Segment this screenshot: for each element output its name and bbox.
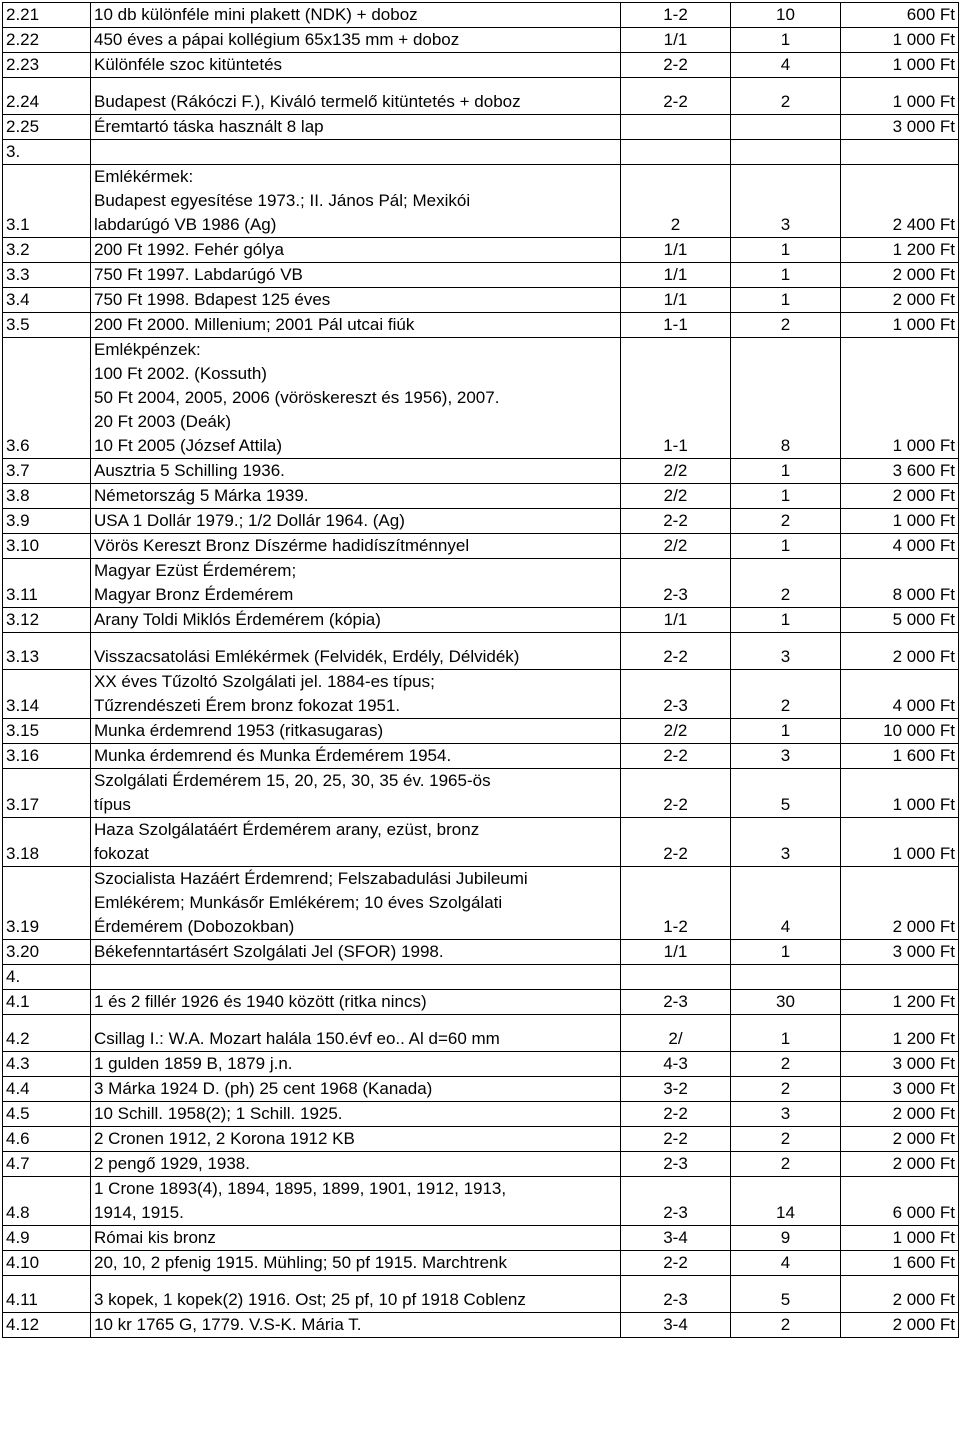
- item-quantity: 1: [731, 608, 841, 633]
- item-grade: 1/1: [621, 263, 731, 288]
- description-line: [94, 965, 617, 989]
- item-price: [841, 140, 959, 165]
- item-description: [91, 769, 621, 818]
- item-grade: 2-2: [621, 633, 731, 670]
- item-quantity: 3: [731, 818, 841, 867]
- item-number: 4.7: [3, 1152, 91, 1177]
- item-price: 4 000 Ft: [841, 670, 959, 719]
- item-price: 4 000 Ft: [841, 534, 959, 559]
- item-quantity: 1: [731, 534, 841, 559]
- item-price: 600 Ft: [841, 3, 959, 28]
- item-number: 3.12: [3, 608, 91, 633]
- item-price: 2 000 Ft: [841, 1313, 959, 1338]
- table-row: [3, 238, 959, 263]
- item-price: 2 000 Ft: [841, 1152, 959, 1177]
- item-grade: 2-2: [621, 818, 731, 867]
- item-quantity: 2: [731, 509, 841, 534]
- catalog-table: [2, 2, 959, 1338]
- item-price: 1 200 Ft: [841, 238, 959, 263]
- description-line: Magyar Ezüst Érdemérem;: [94, 561, 297, 580]
- table-row: [3, 940, 959, 965]
- table-row: [3, 1226, 959, 1251]
- table-row: [3, 3, 959, 28]
- description-line: USA 1 Dollár 1979.; 1/2 Dollár 1964. (Ag): [94, 511, 405, 530]
- item-price: 2 000 Ft: [841, 867, 959, 940]
- item-description: [91, 1015, 621, 1052]
- item-description: [91, 3, 621, 28]
- item-quantity: 4: [731, 53, 841, 78]
- item-description: [91, 1313, 621, 1338]
- item-grade: 2-3: [621, 1152, 731, 1177]
- item-number: 3.11: [3, 559, 91, 608]
- description-line: Munka érdemrend 1953 (ritkasugaras): [94, 721, 384, 740]
- item-price: 1 200 Ft: [841, 1015, 959, 1052]
- item-grade: 1-1: [621, 313, 731, 338]
- item-description: [91, 633, 621, 670]
- description-line: típus: [94, 795, 131, 814]
- item-number: 2.21: [3, 3, 91, 28]
- description-line: 10 Ft 2005 (József Attila): [94, 436, 283, 455]
- item-quantity: 1: [731, 1015, 841, 1052]
- table-row: [3, 338, 959, 459]
- item-number: 3.6: [3, 338, 91, 459]
- item-number: 2.25: [3, 115, 91, 140]
- item-quantity: 2: [731, 670, 841, 719]
- description-line: Békefenntartásért Szolgálati Jel (SFOR) 1998.: [94, 942, 444, 961]
- item-price: 2 000 Ft: [841, 1102, 959, 1127]
- item-description: [91, 867, 621, 940]
- item-number: 4.9: [3, 1226, 91, 1251]
- description-line: Éremtartó táska használt 8 lap: [94, 117, 324, 136]
- table-row: [3, 719, 959, 744]
- item-quantity: 2: [731, 1152, 841, 1177]
- item-price: 2 000 Ft: [841, 484, 959, 509]
- item-number: 3.8: [3, 484, 91, 509]
- item-number: 4.3: [3, 1052, 91, 1077]
- item-number: 4.: [3, 965, 91, 990]
- table-row: [3, 484, 959, 509]
- item-number: 3.18: [3, 818, 91, 867]
- item-description: [91, 338, 621, 459]
- table-row: [3, 1313, 959, 1338]
- item-grade: 2-3: [621, 670, 731, 719]
- table-row: [3, 534, 959, 559]
- item-price: 1 600 Ft: [841, 744, 959, 769]
- item-description: [91, 140, 621, 165]
- item-price: 8 000 Ft: [841, 559, 959, 608]
- item-grade: 1/1: [621, 608, 731, 633]
- table-row: [3, 818, 959, 867]
- item-grade: 2/2: [621, 534, 731, 559]
- item-description: [91, 965, 621, 990]
- description-line: XX éves Tűzoltó Szolgálati jel. 1884-es típus;: [94, 672, 435, 691]
- table-row: [3, 1015, 959, 1052]
- item-grade: 2-2: [621, 744, 731, 769]
- description-line: Visszacsatolási Emlékérmek (Felvidék, Erdély, Délvidék): [94, 647, 520, 666]
- item-description: [91, 940, 621, 965]
- table-row: [3, 263, 959, 288]
- description-line: 750 Ft 1997. Labdarúgó VB: [94, 265, 303, 284]
- item-description: [91, 1152, 621, 1177]
- description-line: labdarúgó VB 1986 (Ag): [94, 215, 277, 234]
- item-description: [91, 459, 621, 484]
- item-description: [91, 1102, 621, 1127]
- item-description: [91, 744, 621, 769]
- item-quantity: 9: [731, 1226, 841, 1251]
- table-row: [3, 459, 959, 484]
- description-line: Magyar Bronz Érdemérem: [94, 585, 294, 604]
- item-number: 3.14: [3, 670, 91, 719]
- description-line: Budapest (Rákóczi F.), Kiváló termelő kitüntetés + doboz: [94, 92, 521, 111]
- item-quantity: 8: [731, 338, 841, 459]
- item-price: 1 000 Ft: [841, 818, 959, 867]
- description-line: 450 éves a pápai kollégium 65x135 mm + doboz: [94, 30, 460, 49]
- item-grade: 2/2: [621, 484, 731, 509]
- table-row: [3, 990, 959, 1015]
- description-line: 20, 10, 2 pfenig 1915. Mühling; 50 pf 1915. Marchtrenk: [94, 1253, 507, 1272]
- item-price: 1 000 Ft: [841, 1226, 959, 1251]
- item-price: 1 000 Ft: [841, 769, 959, 818]
- item-number: 3.16: [3, 744, 91, 769]
- table-row: [3, 313, 959, 338]
- item-grade: 2: [621, 165, 731, 238]
- item-quantity: 1: [731, 459, 841, 484]
- description-line: [94, 140, 617, 164]
- item-quantity: [731, 965, 841, 990]
- item-price: 1 200 Ft: [841, 990, 959, 1015]
- item-quantity: 3: [731, 1102, 841, 1127]
- description-line: Tűzrendészeti Érem bronz fokozat 1951.: [94, 696, 401, 715]
- item-quantity: 4: [731, 867, 841, 940]
- item-description: [91, 238, 621, 263]
- table-row: [3, 28, 959, 53]
- table-row: [3, 769, 959, 818]
- description-line: Haza Szolgálatáért Érdemérem arany, ezüst, bronz: [94, 820, 480, 839]
- item-price: 2 000 Ft: [841, 263, 959, 288]
- item-number: 4.2: [3, 1015, 91, 1052]
- item-price: 6 000 Ft: [841, 1177, 959, 1226]
- item-number: 3.1: [3, 165, 91, 238]
- item-grade: 2-2: [621, 53, 731, 78]
- item-price: 1 000 Ft: [841, 53, 959, 78]
- item-price: 1 600 Ft: [841, 1251, 959, 1276]
- description-line: 200 Ft 1992. Fehér gólya: [94, 240, 284, 259]
- item-number: 4.4: [3, 1077, 91, 1102]
- item-price: 1 000 Ft: [841, 313, 959, 338]
- item-number: 3.7: [3, 459, 91, 484]
- description-line: 2 pengő 1929, 1938.: [94, 1154, 250, 1173]
- description-line: 10 Schill. 1958(2); 1 Schill. 1925.: [94, 1104, 343, 1123]
- item-price: 2 400 Ft: [841, 165, 959, 238]
- item-grade: 1-2: [621, 3, 731, 28]
- item-description: [91, 1177, 621, 1226]
- table-row: [3, 115, 959, 140]
- description-line: Vörös Kereszt Bronz Díszérme hadidíszítménnyel: [94, 536, 470, 555]
- table-row: [3, 633, 959, 670]
- item-grade: 2-3: [621, 559, 731, 608]
- item-quantity: 4: [731, 1251, 841, 1276]
- item-grade: [621, 965, 731, 990]
- item-number: 4.6: [3, 1127, 91, 1152]
- item-price: 5 000 Ft: [841, 608, 959, 633]
- item-quantity: 1: [731, 238, 841, 263]
- item-price: 2 000 Ft: [841, 633, 959, 670]
- item-grade: 1/1: [621, 288, 731, 313]
- table-row: [3, 1276, 959, 1313]
- item-grade: 1/1: [621, 940, 731, 965]
- item-number: 3.9: [3, 509, 91, 534]
- item-grade: 3-2: [621, 1077, 731, 1102]
- description-line: Emlékérmek:: [94, 167, 194, 186]
- description-line: Emlékérem; Munkásőr Emlékérem; 10 éves Szolgálati: [94, 893, 503, 912]
- table-row: [3, 78, 959, 115]
- item-description: [91, 484, 621, 509]
- item-quantity: 14: [731, 1177, 841, 1226]
- item-grade: 2-3: [621, 1177, 731, 1226]
- item-quantity: 1: [731, 288, 841, 313]
- item-description: [91, 1127, 621, 1152]
- description-line: Szocialista Hazáért Érdemrend; Felszabadulási Jubileumi: [94, 869, 528, 888]
- description-line: 1 gulden 1859 B, 1879 j.n.: [94, 1054, 293, 1073]
- item-quantity: 1: [731, 940, 841, 965]
- item-number: 3.: [3, 140, 91, 165]
- item-quantity: 2: [731, 1127, 841, 1152]
- table-row: [3, 965, 959, 990]
- item-grade: 2-3: [621, 1276, 731, 1313]
- table-row: [3, 1177, 959, 1226]
- item-number: 3.17: [3, 769, 91, 818]
- item-description: [91, 990, 621, 1015]
- item-description: [91, 818, 621, 867]
- item-price: 1 000 Ft: [841, 78, 959, 115]
- description-line: Szolgálati Érdemérem 15, 20, 25, 30, 35 év. 1965-ös: [94, 771, 491, 790]
- item-number: 4.10: [3, 1251, 91, 1276]
- description-line: 1 és 2 fillér 1926 és 1940 között (ritka nincs): [94, 992, 427, 1011]
- item-description: [91, 608, 621, 633]
- item-quantity: 2: [731, 559, 841, 608]
- item-description: [91, 719, 621, 744]
- description-line: fokozat: [94, 844, 149, 863]
- item-price: 3 000 Ft: [841, 940, 959, 965]
- item-grade: 2/2: [621, 459, 731, 484]
- item-quantity: 3: [731, 744, 841, 769]
- item-price: 2 000 Ft: [841, 1127, 959, 1152]
- item-quantity: [731, 140, 841, 165]
- description-line: 2 Cronen 1912, 2 Korona 1912 KB: [94, 1129, 355, 1148]
- item-grade: 1/1: [621, 238, 731, 263]
- item-price: 1 000 Ft: [841, 509, 959, 534]
- item-grade: 3-4: [621, 1313, 731, 1338]
- item-grade: 1-1: [621, 338, 731, 459]
- item-price: 2 000 Ft: [841, 1276, 959, 1313]
- item-price: 1 000 Ft: [841, 28, 959, 53]
- description-line: 1914, 1915.: [94, 1203, 184, 1222]
- description-line: 750 Ft 1998. Bdapest 125 éves: [94, 290, 331, 309]
- table-row: [3, 1052, 959, 1077]
- item-grade: 2-2: [621, 78, 731, 115]
- table-row: [3, 140, 959, 165]
- item-grade: 2-2: [621, 769, 731, 818]
- description-line: 3 kopek, 1 kopek(2) 1916. Ost; 25 pf, 10 pf 1918 Coblenz: [94, 1290, 526, 1309]
- description-line: Csillag I.: W.A. Mozart halála 150.évf eo.. Al d=60 mm: [94, 1029, 500, 1048]
- description-line: 10 db különféle mini plakett (NDK) + doboz: [94, 5, 418, 24]
- item-number: 3.19: [3, 867, 91, 940]
- table-row: [3, 670, 959, 719]
- item-description: [91, 288, 621, 313]
- description-line: Emlékpénzek:: [94, 340, 201, 359]
- description-line: Római kis bronz: [94, 1228, 216, 1247]
- item-number: 2.24: [3, 78, 91, 115]
- item-grade: [621, 140, 731, 165]
- item-description: [91, 115, 621, 140]
- item-quantity: [731, 115, 841, 140]
- item-description: [91, 313, 621, 338]
- item-quantity: 1: [731, 263, 841, 288]
- item-number: 3.2: [3, 238, 91, 263]
- item-description: [91, 1251, 621, 1276]
- item-grade: 3-4: [621, 1226, 731, 1251]
- item-grade: 2/: [621, 1015, 731, 1052]
- table-row: [3, 1127, 959, 1152]
- item-number: 4.1: [3, 990, 91, 1015]
- description-line: Érdemérem (Dobozokban): [94, 917, 295, 936]
- description-line: Németország 5 Márka 1939.: [94, 486, 309, 505]
- description-line: Különféle szoc kitüntetés: [94, 55, 283, 74]
- item-price: [841, 965, 959, 990]
- item-price: 1 000 Ft: [841, 338, 959, 459]
- item-number: 3.10: [3, 534, 91, 559]
- catalog-rows: [3, 3, 959, 1338]
- item-quantity: 5: [731, 769, 841, 818]
- item-quantity: 1: [731, 484, 841, 509]
- item-quantity: 1: [731, 719, 841, 744]
- item-number: 3.15: [3, 719, 91, 744]
- item-description: [91, 509, 621, 534]
- item-grade: [621, 115, 731, 140]
- item-number: 4.5: [3, 1102, 91, 1127]
- description-line: 20 Ft 2003 (Deák): [94, 412, 232, 431]
- item-grade: 2-2: [621, 1102, 731, 1127]
- item-number: 4.12: [3, 1313, 91, 1338]
- item-grade: 2-2: [621, 509, 731, 534]
- item-grade: 2-2: [621, 1127, 731, 1152]
- item-grade: 2-3: [621, 990, 731, 1015]
- table-row: [3, 1102, 959, 1127]
- table-row: [3, 1152, 959, 1177]
- table-row: [3, 1077, 959, 1102]
- table-row: [3, 509, 959, 534]
- description-line: Budapest egyesítése 1973.; II. János Pál; Mexikói: [94, 191, 471, 210]
- item-quantity: 5: [731, 1276, 841, 1313]
- description-line: 10 kr 1765 G, 1779. V.S-K. Mária T.: [94, 1315, 362, 1334]
- description-line: 1 Crone 1893(4), 1894, 1895, 1899, 1901, 1912, 1913,: [94, 1179, 507, 1198]
- item-description: [91, 670, 621, 719]
- item-description: [91, 1226, 621, 1251]
- table-row: [3, 288, 959, 313]
- description-line: 100 Ft 2002. (Kossuth): [94, 364, 267, 383]
- item-quantity: 2: [731, 78, 841, 115]
- table-row: [3, 1251, 959, 1276]
- item-description: [91, 1276, 621, 1313]
- item-quantity: 10: [731, 3, 841, 28]
- description-line: Ausztria 5 Schilling 1936.: [94, 461, 285, 480]
- item-quantity: 3: [731, 633, 841, 670]
- item-quantity: 1: [731, 28, 841, 53]
- item-price: 3 000 Ft: [841, 1077, 959, 1102]
- item-description: [91, 263, 621, 288]
- item-price: 3 000 Ft: [841, 115, 959, 140]
- table-row: [3, 165, 959, 238]
- item-description: [91, 1077, 621, 1102]
- item-number: 3.20: [3, 940, 91, 965]
- item-grade: 2/2: [621, 719, 731, 744]
- description-line: 200 Ft 2000. Millenium; 2001 Pál utcai fiúk: [94, 315, 415, 334]
- item-quantity: 2: [731, 1077, 841, 1102]
- item-grade: 4-3: [621, 1052, 731, 1077]
- item-number: 2.22: [3, 28, 91, 53]
- item-quantity: 3: [731, 165, 841, 238]
- item-price: 10 000 Ft: [841, 719, 959, 744]
- item-description: [91, 534, 621, 559]
- description-line: Arany Toldi Miklós Érdemérem (kópia): [94, 610, 381, 629]
- item-description: [91, 28, 621, 53]
- item-description: [91, 53, 621, 78]
- table-row: [3, 559, 959, 608]
- table-row: [3, 867, 959, 940]
- item-quantity: 2: [731, 313, 841, 338]
- item-description: [91, 78, 621, 115]
- table-row: [3, 53, 959, 78]
- item-quantity: 30: [731, 990, 841, 1015]
- item-price: 3 600 Ft: [841, 459, 959, 484]
- item-quantity: 2: [731, 1052, 841, 1077]
- item-description: [91, 1052, 621, 1077]
- description-line: 3 Márka 1924 D. (ph) 25 cent 1968 (Kanada): [94, 1079, 433, 1098]
- item-description: [91, 165, 621, 238]
- item-number: 4.11: [3, 1276, 91, 1313]
- item-grade: 1/1: [621, 28, 731, 53]
- item-number: 3.4: [3, 288, 91, 313]
- item-number: 3.13: [3, 633, 91, 670]
- description-line: 50 Ft 2004, 2005, 2006 (vöröskereszt és 1956), 2007.: [94, 388, 500, 407]
- item-quantity: 2: [731, 1313, 841, 1338]
- item-grade: 1-2: [621, 867, 731, 940]
- item-grade: 2-2: [621, 1251, 731, 1276]
- item-price: 2 000 Ft: [841, 288, 959, 313]
- item-price: 3 000 Ft: [841, 1052, 959, 1077]
- item-number: 2.23: [3, 53, 91, 78]
- table-row: [3, 608, 959, 633]
- item-number: 4.8: [3, 1177, 91, 1226]
- item-description: [91, 559, 621, 608]
- table-row: [3, 744, 959, 769]
- item-number: 3.3: [3, 263, 91, 288]
- item-number: 3.5: [3, 313, 91, 338]
- description-line: Munka érdemrend és Munka Érdemérem 1954.: [94, 746, 452, 765]
